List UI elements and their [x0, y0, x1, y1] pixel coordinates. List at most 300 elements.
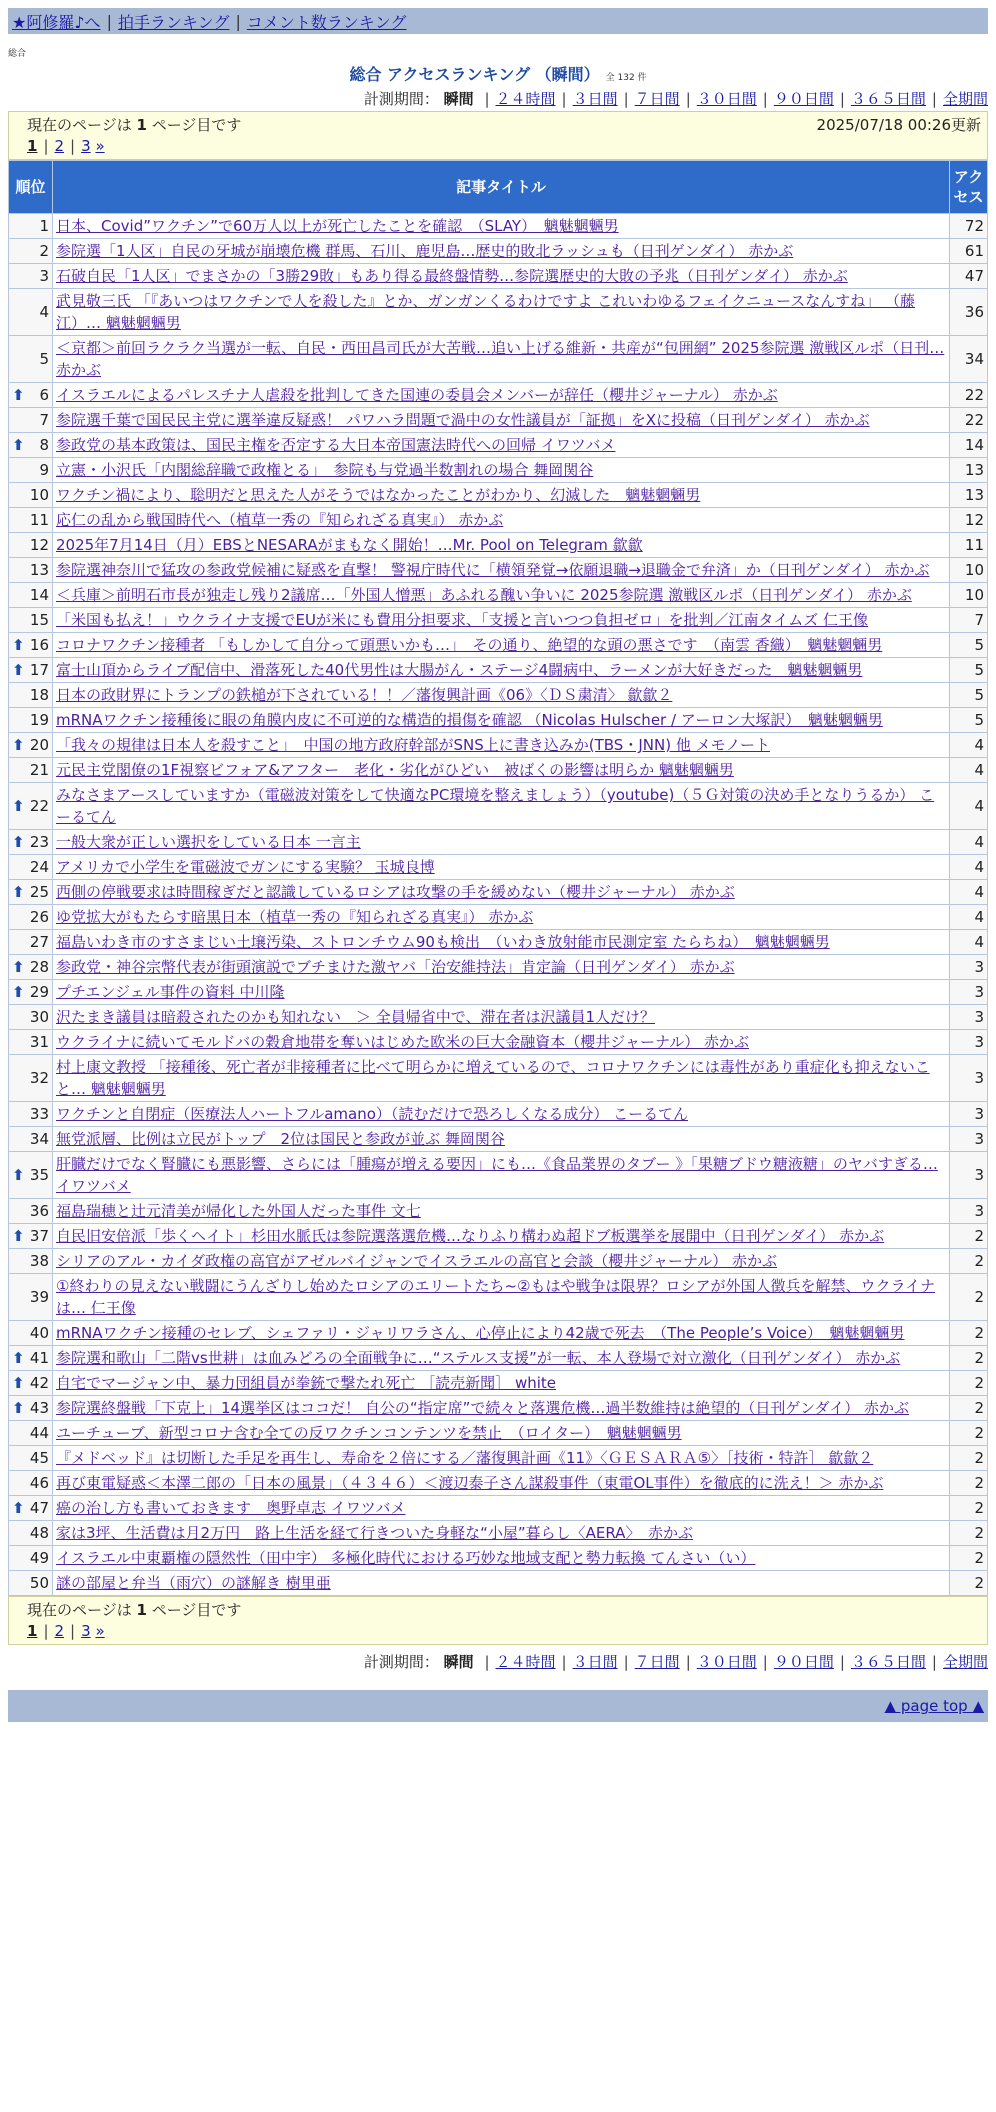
rank-cell: [9, 1127, 53, 1152]
table-row: [9, 458, 988, 483]
table-row: [9, 683, 988, 708]
rank-number: 6: [39, 386, 49, 404]
article-title-link[interactable]: 石破自民「1人区」でまさかの「3勝29敗」もあり得る最終盤情勢…参院選歴史的大敗の予兆（日刊ゲンダイ） 赤かぶ: [56, 267, 848, 285]
access-count: 4: [950, 733, 988, 758]
article-title-link[interactable]: 福島いわき市のすさまじい土壌汚染、ストロンチウム90も検出 （いわき放射能市民測定室 たらちね） 魑魅魍魎男: [56, 933, 830, 951]
article-title-link[interactable]: 肝臓だけでなく腎臓にも悪影響、さらには「腫瘍が増える要因」にも…《食品業界のタブー 》「果糖ブドウ糖液糖」のヤバすぎる… イワツバメ: [56, 1155, 938, 1195]
access-count: 5: [950, 683, 988, 708]
table-row: [9, 1571, 988, 1596]
rank-number: 37: [29, 1227, 49, 1245]
article-title-link[interactable]: mRNAワクチン接種のセレブ、シェファリ・ジャリワラさん、心停止により42歳で死去 （The People’s Voice） 魑魅魍魎男: [56, 1324, 905, 1342]
table-row: [9, 830, 988, 855]
rank-cell: [9, 683, 53, 708]
article-title-link[interactable]: 西側の停戦要求は時間稼ぎだと認識しているロシアは攻撃の手を緩めない（櫻井ジャーナル） 赤かぶ: [56, 883, 735, 901]
article-title-link[interactable]: 富士山頂からライブ配信中、滑落死した40代男性は大腸がん・ステージ4闘病中、ラーメンが大好きだった 魑魅魍魎男: [56, 661, 863, 679]
rank-up-arrow-icon: ⬆: [12, 636, 25, 654]
table-row: [9, 1321, 988, 1346]
page-top-link[interactable]: ▲ page top ▲: [884, 1697, 984, 1715]
title-cell: [53, 608, 950, 633]
ranking-body: [9, 214, 988, 1596]
access-count: 2: [950, 1249, 988, 1274]
article-title-link[interactable]: 沢たまき議員は暗殺されたのかも知れない ＞ 全員帰省中で、滞在者は沢議員1人だけ？: [56, 1008, 656, 1026]
article-title-link[interactable]: 立憲・小沢氏「内閣総辞職で政権とる」 参院も与党過半数割れの場合 舞岡関谷: [56, 461, 594, 479]
table-row: [9, 1396, 988, 1421]
access-count: 13: [950, 458, 988, 483]
period-selector-top: [8, 88, 988, 109]
table-row: [9, 1249, 988, 1274]
rank-cell: [9, 1471, 53, 1496]
table-row: [9, 980, 988, 1005]
top-nav-bar: [8, 8, 988, 34]
rank-number: 24: [29, 858, 49, 876]
access-count: 72: [950, 214, 988, 239]
pager-page-link[interactable]: 3: [81, 1622, 91, 1640]
access-count: 4: [950, 930, 988, 955]
rank-number: 32: [29, 1069, 49, 1087]
rank-cell: [9, 508, 53, 533]
rank-cell: [9, 1521, 53, 1546]
period-separator: |: [839, 90, 845, 108]
period-option-5[interactable]: ９０日間: [773, 90, 834, 108]
pager-separator: |: [43, 137, 49, 155]
rank-number: 40: [29, 1324, 49, 1342]
pager-current: 1: [27, 1622, 38, 1640]
rank-cell: [9, 955, 53, 980]
rank-cell: [9, 1496, 53, 1521]
rank-number: 26: [29, 908, 49, 926]
period-options: [478, 90, 988, 108]
title-cell: [53, 830, 950, 855]
article-title-link[interactable]: 無党派層、比例は立民がトップ 2位は国民と参政が並ぶ 舞岡関谷: [56, 1130, 505, 1148]
title-cell: [53, 733, 950, 758]
access-count: 22: [950, 408, 988, 433]
table-row: [9, 264, 988, 289]
period-option-6[interactable]: ３６５日間: [850, 1653, 926, 1671]
period-separator: |: [484, 90, 490, 108]
rank-number: 10: [29, 486, 49, 504]
rank-cell: [9, 733, 53, 758]
pager-next-link[interactable]: »: [95, 137, 105, 155]
title-cell: [53, 583, 950, 608]
article-title-link[interactable]: ＜京都＞前回ラクラク当選が一転、自民・西田昌司氏が大苦戦…追い上げる維新・共産が“包囲網” 2025参院選 激戦区ルポ（日刊… 赤かぶ: [56, 339, 945, 379]
rank-up-arrow-icon: ⬆: [12, 1499, 25, 1517]
title-cell: [53, 1127, 950, 1152]
title-cell: [53, 1471, 950, 1496]
access-count: 3: [950, 1199, 988, 1224]
access-count: 2: [950, 1496, 988, 1521]
pager-page-link[interactable]: 2: [54, 1622, 65, 1640]
table-row: [9, 1471, 988, 1496]
rank-number: 13: [29, 561, 49, 579]
table-row: [9, 1055, 988, 1102]
rank-number: 7: [39, 411, 49, 429]
title-cell: [53, 855, 950, 880]
access-count: 5: [950, 708, 988, 733]
rank-number: 25: [29, 883, 49, 901]
col-access-header: アクセス: [950, 161, 988, 214]
period-separator: |: [839, 1653, 845, 1671]
access-count: 2: [950, 1571, 988, 1596]
rank-number: 46: [29, 1474, 49, 1492]
rank-number: 36: [29, 1202, 49, 1220]
rank-cell: [9, 483, 53, 508]
rank-up-arrow-icon: ⬆: [12, 1227, 25, 1245]
period-option-5[interactable]: ９０日間: [773, 1653, 834, 1671]
table-row: [9, 758, 988, 783]
period-option-4[interactable]: ３０日間: [696, 1653, 757, 1671]
table-row: [9, 1496, 988, 1521]
rank-number: 47: [29, 1499, 49, 1517]
rank-up-arrow-icon: ⬆: [12, 883, 25, 901]
article-title-link[interactable]: 参院選神奈川で猛攻の参政党候補に疑惑を直撃！ 警視庁時代に「横領発覚→依願退職→退職金で弁済」か（日刊ゲンダイ） 赤かぶ: [56, 561, 930, 579]
title-cell: [53, 683, 950, 708]
access-count: 2: [950, 1446, 988, 1471]
period-option-7[interactable]: 全期間: [942, 1653, 988, 1671]
rank-cell: [9, 1224, 53, 1249]
article-title-link[interactable]: アメリカで小学生を電磁波でガンにする実験？ 玉城良博: [56, 858, 435, 876]
article-title-link[interactable]: 2025年7月14日（月）EBSとNESARAがまもなく開始！…Mr. Pool on Telegram 歙歙: [56, 536, 643, 554]
rank-up-arrow-icon: ⬆: [12, 797, 25, 815]
title-cell: [53, 1199, 950, 1224]
title-cell: [53, 1521, 950, 1546]
rank-cell: [9, 1571, 53, 1596]
category-label: 総合: [8, 49, 27, 59]
total-count: 全 132 件: [605, 73, 647, 83]
rank-number: 19: [29, 711, 49, 729]
rank-number: 31: [29, 1033, 49, 1051]
access-count: 36: [950, 289, 988, 336]
title-cell: [53, 1030, 950, 1055]
article-title-link[interactable]: イスラエルによるパレスチナ人虐殺を批判してきた国連の委員会メンバーが辞任（櫻井ジャーナル） 赤かぶ: [56, 386, 778, 404]
rank-number: 41: [29, 1349, 49, 1367]
rank-number: 8: [39, 436, 49, 454]
article-title-link[interactable]: 村上康文教授 「接種後、死亡者が非接種者に比べて明らかに増えているので、コロナワクチンには毒性があり重症化も抑えないこと… 魑魅魍魎男: [56, 1058, 930, 1098]
period-separator: |: [561, 90, 567, 108]
rank-cell: [9, 855, 53, 880]
comment-ranking-link[interactable]: コメント数ランキング: [246, 12, 407, 32]
rank-number: 21: [29, 761, 49, 779]
rank-cell: [9, 1005, 53, 1030]
rank-number: 5: [39, 350, 49, 368]
rank-number: 16: [29, 636, 49, 654]
title-cell: [53, 980, 950, 1005]
rank-up-arrow-icon: ⬆: [12, 1374, 25, 1392]
period-option-2[interactable]: ３日間: [572, 1653, 618, 1671]
period-selector-bottom: [8, 1651, 988, 1672]
rank-cell: [9, 633, 53, 658]
nav-separator: |: [106, 11, 112, 31]
table-row: [9, 905, 988, 930]
article-title-link[interactable]: ウクライナに続いてモルドバの穀倉地帯を奪いはじめた欧米の巨大金融資本（櫻井ジャーナル） 赤かぶ: [56, 1033, 749, 1051]
period-separator: |: [685, 90, 691, 108]
access-count: 3: [950, 1102, 988, 1127]
access-count: 2: [950, 1371, 988, 1396]
article-title-link[interactable]: 福島瑞穂と辻元清美が帰化した外国人だった事件 文七: [56, 1202, 421, 1220]
table-row: [9, 408, 988, 433]
access-count: 3: [950, 1005, 988, 1030]
rank-cell: [9, 1421, 53, 1446]
article-title-link[interactable]: みなさまアースしていますか（電磁波対策をして快適なPC環境を整えましょう）（youtube)（５Ｇ対策の決め手となりうるか） こーるてん: [56, 786, 935, 826]
rank-number: 35: [29, 1166, 49, 1184]
rank-up-arrow-icon: ⬆: [12, 983, 25, 1001]
access-count: 61: [950, 239, 988, 264]
access-count: 12: [950, 508, 988, 533]
page-status-box-top: [8, 111, 988, 160]
rank-number: 9: [39, 461, 49, 479]
period-option-7[interactable]: 全期間: [942, 90, 988, 108]
period-current: 瞬間: [443, 1653, 474, 1671]
article-title-link[interactable]: 「我々の規律は日本人を殺すこと」 中国の地方政府幹部がSNS上に書き込みか(TBS・JNN) 他 メモノート: [56, 736, 770, 754]
article-title-link[interactable]: 参政党の基本政策は、国民主権を否定する大日本帝国憲法時代への回帰 イワツバメ: [56, 436, 616, 454]
table-row: [9, 930, 988, 955]
title-cell: [53, 533, 950, 558]
rank-cell: [9, 930, 53, 955]
article-title-link[interactable]: シリアのアル・カイダ政権の高官がアゼルバイジャンでイスラエルの高官と会談（櫻井ジャーナル） 赤かぶ: [56, 1252, 778, 1270]
access-count: 2: [950, 1471, 988, 1496]
rank-cell: [9, 758, 53, 783]
period-option-4[interactable]: ３０日間: [696, 90, 757, 108]
article-title-link[interactable]: 癌の治し方も書いておきます 奥野卓志 イワツバメ: [56, 1499, 406, 1517]
article-title-link[interactable]: 元民主党閣僚の1F視察ビフォア&アフター 老化・劣化がひどい 被ばくの影響は明らか 魑魅魍魎男: [56, 761, 734, 779]
rank-cell: [9, 1199, 53, 1224]
table-row: [9, 558, 988, 583]
rank-cell: [9, 533, 53, 558]
title-cell: [53, 1396, 950, 1421]
rank-number: 50: [29, 1574, 49, 1592]
title-cell: [53, 1224, 950, 1249]
pager-bottom: [27, 1620, 981, 1642]
article-title-link[interactable]: イスラエル中東覇権の隠然性（田中宇） 多極化時代における巧妙な地域支配と勢力転換 てんさい（い）: [56, 1549, 756, 1567]
article-title-link[interactable]: 日本の政財界にトランプの鉄槌が下されている！！／藩復興計画《06》〈ＤＳ粛清〉 歙歙２: [56, 686, 673, 704]
title-cell: [53, 1346, 950, 1371]
access-count: 3: [950, 980, 988, 1005]
access-count: 13: [950, 483, 988, 508]
rank-cell: [9, 264, 53, 289]
article-title-link[interactable]: ＜兵庫＞前明石市長が独走し残り2議席…「外国人憎悪」あふれる醜い争いに 2025参院選 激戦区ルポ（日刊ゲンダイ） 赤かぶ: [56, 586, 912, 604]
rank-cell: [9, 239, 53, 264]
period-separator: |: [623, 1653, 629, 1671]
rank-cell: [9, 383, 53, 408]
rank-number: 3: [39, 267, 49, 285]
rank-cell: [9, 583, 53, 608]
rank-cell: [9, 658, 53, 683]
rank-up-arrow-icon: ⬆: [12, 1399, 25, 1417]
title-cell: [53, 783, 950, 830]
table-row: [9, 1102, 988, 1127]
title-cell: [53, 1274, 950, 1321]
title-cell: [53, 239, 950, 264]
access-count: 2: [950, 1421, 988, 1446]
period-option-1[interactable]: ２４時間: [495, 1653, 556, 1671]
period-option-6[interactable]: ３６５日間: [850, 90, 926, 108]
table-row: [9, 483, 988, 508]
access-count: 2: [950, 1346, 988, 1371]
access-count: 3: [950, 1055, 988, 1102]
article-title-link[interactable]: 謎の部屋と弁当（雨穴）の謎解き 樹里亜: [56, 1574, 331, 1592]
rank-number: 11: [29, 511, 49, 529]
period-separator: |: [931, 1653, 937, 1671]
title-cell: [53, 508, 950, 533]
access-count: 10: [950, 583, 988, 608]
rank-up-arrow-icon: ⬆: [12, 436, 25, 454]
access-count: 10: [950, 558, 988, 583]
article-title-link[interactable]: ゆ党拡大がもたらす暗黒日本（植草一秀の『知られざる真実』） 赤かぶ: [56, 908, 534, 926]
period-label: 計測期間：: [363, 1653, 439, 1671]
rank-cell: [9, 1249, 53, 1274]
article-title-link[interactable]: 「米国も払え！」ウクライナ支援でEUが米にも費用分担要求、「支援と言いつつ負担ゼロ」を批判／江南タイムズ 仁王像: [56, 611, 868, 629]
rank-cell: [9, 830, 53, 855]
table-row: [9, 214, 988, 239]
pager-top: [27, 135, 981, 157]
table-row: [9, 1346, 988, 1371]
article-title-link[interactable]: 自宅でマージャン中、暴力団組員が拳銃で撃たれ死亡 ［読売新聞］ white: [56, 1374, 556, 1392]
period-separator: |: [762, 1653, 768, 1671]
pager-separator: |: [70, 1622, 76, 1640]
article-title-link[interactable]: ワクチン禍により、聡明だと思えた人がそうではなかったことがわかり、幻滅した 魑魅魍魎男: [56, 486, 701, 504]
table-row: [9, 855, 988, 880]
article-title-link[interactable]: コロナワクチン接種者 「もしかして自分って頭悪いかも…」 その通り、絶望的な頭の悪さです （南雲 香織） 魑魅魍魎男: [56, 636, 883, 654]
title-cell: [53, 633, 950, 658]
rank-cell: [9, 1030, 53, 1055]
home-link[interactable]: ★阿修羅♪へ: [12, 12, 101, 32]
page-status: 現在のページは 1 ページ目です: [27, 1601, 242, 1619]
rank-up-arrow-icon: ⬆: [12, 661, 25, 679]
title-cell: [53, 558, 950, 583]
table-row: [9, 433, 988, 458]
title-cell: [53, 880, 950, 905]
rank-number: 1: [39, 217, 49, 235]
access-count: 14: [950, 433, 988, 458]
title-cell: [53, 458, 950, 483]
table-row: [9, 533, 988, 558]
article-title-link[interactable]: ユーチューブ、新型コロナ含む全ての反ワクチンコンテンツを禁止 （ロイター） 魑魅魍魎男: [56, 1424, 682, 1442]
title-cell: [53, 1152, 950, 1199]
period-option-3[interactable]: ７日間: [634, 90, 680, 108]
rank-cell: [9, 1321, 53, 1346]
rank-cell: [9, 1371, 53, 1396]
article-title-link[interactable]: 再び東電疑惑＜本澤二郎の「日本の風景」（４３４６）＜渡辺泰子さん謀殺事件（東電OL事件）を徹底的に洗え！＞ 赤かぶ: [56, 1474, 884, 1492]
rank-number: 22: [29, 797, 49, 815]
table-row: [9, 1030, 988, 1055]
title-cell: [53, 483, 950, 508]
article-title-link[interactable]: 日本、Covid”ワクチン”で60万人以上が死亡したことを確認 （SLAY） 魑魅魍魎男: [56, 217, 619, 235]
article-title-link[interactable]: 参政党・神谷宗幣代表が街頭演説でブチまけた激ヤバ「治安維持法」肯定論（日刊ゲンダイ） 赤かぶ: [56, 958, 735, 976]
ranking-title: 総合 アクセスランキング （瞬間）: [349, 65, 600, 84]
title-cell: [53, 1546, 950, 1571]
rank-number: 42: [29, 1374, 49, 1392]
rank-cell: [9, 1346, 53, 1371]
article-title-link[interactable]: ①終わりの見えない戦闘にうんざりし始めたロシアのエリートたち~②もはや戦争は限界？ロシアが外国人徴兵を解禁、ウクライナは… 仁王像: [56, 1277, 936, 1317]
access-count: 4: [950, 830, 988, 855]
pager-page-link[interactable]: 2: [54, 137, 65, 155]
rank-number: 38: [29, 1252, 49, 1270]
title-cell: [53, 658, 950, 683]
pager-page-link[interactable]: 3: [81, 137, 91, 155]
table-row: [9, 880, 988, 905]
rank-up-arrow-icon: ⬆: [12, 736, 25, 754]
article-title-link[interactable]: ワクチンと自閉症（医療法人ハートフルamano）（読むだけで恐ろしくなる成分） こーるてん: [56, 1105, 689, 1123]
period-label: 計測期間：: [363, 90, 439, 108]
rank-cell: [9, 408, 53, 433]
access-count: 2: [950, 1521, 988, 1546]
title-cell: [53, 1496, 950, 1521]
article-title-link[interactable]: mRNAワクチン接種後に眼の角膜内皮に不可逆的な構造的損傷を確認 （Nicolas Hulscher / アーロン大塚訳） 魑魅魍魎男: [56, 711, 883, 729]
table-row: [9, 1224, 988, 1249]
article-title-link[interactable]: 自民旧安倍派「歩くヘイト」杉田水脈氏は参院選落選危機…なりふり構わぬ超ドブ板選挙を展開中（日刊ゲンダイ） 赤かぶ: [56, 1227, 885, 1245]
rank-cell: [9, 289, 53, 336]
rank-number: 2: [39, 242, 49, 260]
rank-up-arrow-icon: ⬆: [12, 958, 25, 976]
rank-number: 44: [29, 1424, 49, 1442]
rank-number: 28: [29, 958, 49, 976]
article-title-link[interactable]: 参院選和歌山「二階vs世耕」は血みどろの全面戦争に…“ステルス支援”が一転、本人登場で対立激化（日刊ゲンダイ） 赤かぶ: [56, 1349, 901, 1367]
table-row: [9, 733, 988, 758]
article-title-link[interactable]: 家は3坪、生活費は月2万円 路上生活を経て行きついた身軽な“小屋”暮らし〈AERA〉 赤かぶ: [56, 1524, 693, 1542]
table-row: [9, 633, 988, 658]
table-header: [9, 161, 988, 214]
rank-cell: [9, 708, 53, 733]
access-count: 7: [950, 608, 988, 633]
title-cell: [53, 708, 950, 733]
period-separator: |: [931, 90, 937, 108]
access-count: 5: [950, 633, 988, 658]
ranking-table: [8, 160, 988, 1596]
rank-cell: [9, 1055, 53, 1102]
access-count: 4: [950, 855, 988, 880]
rank-cell: [9, 1546, 53, 1571]
period-option-2[interactable]: ３日間: [572, 90, 618, 108]
table-row: [9, 783, 988, 830]
article-title-link[interactable]: 応仁の乱から戦国時代へ（植草一秀の『知られざる真実』） 赤かぶ: [56, 511, 504, 529]
rank-number: 45: [29, 1449, 49, 1467]
clap-ranking-link[interactable]: 拍手ランキング: [117, 12, 230, 32]
title-cell: [53, 214, 950, 239]
rank-number: 4: [39, 303, 49, 321]
rank-cell: [9, 1446, 53, 1471]
access-count: 2: [950, 1396, 988, 1421]
article-title-link[interactable]: 武見敬三氏 「『あいつはワクチンで人を殺した』とか、ガンガンくるわけですよ これいわゆるフェイクニュースなんすね」 （藤江）… 魑魅魍魎男: [56, 292, 915, 332]
rank-cell: [9, 783, 53, 830]
rank-number: 30: [29, 1008, 49, 1026]
rank-up-arrow-icon: ⬆: [12, 386, 25, 404]
pager-separator: |: [43, 1622, 49, 1640]
article-title-link[interactable]: 参院選千葉で国民民主党に選挙違反疑惑！ パワハラ問題で渦中の女性議員が「証拠」をXに投稿（日刊ゲンダイ） 赤かぶ: [56, 411, 870, 429]
period-option-3[interactable]: ７日間: [634, 1653, 680, 1671]
page-status-box-bottom: [8, 1596, 988, 1645]
table-row: [9, 336, 988, 383]
article-title-link[interactable]: 一般大衆が正しい選択をしている日本 一言主: [56, 833, 361, 851]
article-title-link[interactable]: 『メドベッド』は切断した手足を再生し、寿命を２倍にする／藩復興計画《11》〈ＧＥＳＡＲＡ⑤〉［技術・特許］ 歙歙２: [56, 1449, 874, 1467]
title-cell: [53, 1371, 950, 1396]
rank-cell: [9, 1102, 53, 1127]
period-option-1[interactable]: ２４時間: [495, 90, 556, 108]
article-title-link[interactable]: 参院選「1人区」自民の牙城が崩壊危機 群馬、石川、鹿児島…歴史的敗北ラッシュも（日刊ゲンダイ） 赤かぶ: [56, 242, 794, 260]
period-separator: |: [623, 90, 629, 108]
rank-number: 29: [29, 983, 49, 1001]
title-cell: [53, 930, 950, 955]
rank-cell: [9, 1274, 53, 1321]
period-separator: |: [762, 90, 768, 108]
article-title-link[interactable]: 参院選終盤戦「下克上」14選挙区はココだ！ 自公の“指定席”で続々と落選危機…過半数維持は絶望的（日刊ゲンダイ） 赤かぶ: [56, 1399, 909, 1417]
pager-next-link[interactable]: »: [95, 1622, 105, 1640]
rank-cell: [9, 608, 53, 633]
table-row: [9, 955, 988, 980]
article-title-link[interactable]: プチエンジェル事件の資料 中川隆: [56, 983, 285, 1001]
access-count: 2: [950, 1274, 988, 1321]
access-count: 4: [950, 880, 988, 905]
title-cell: [53, 1249, 950, 1274]
rank-number: 48: [29, 1524, 49, 1542]
